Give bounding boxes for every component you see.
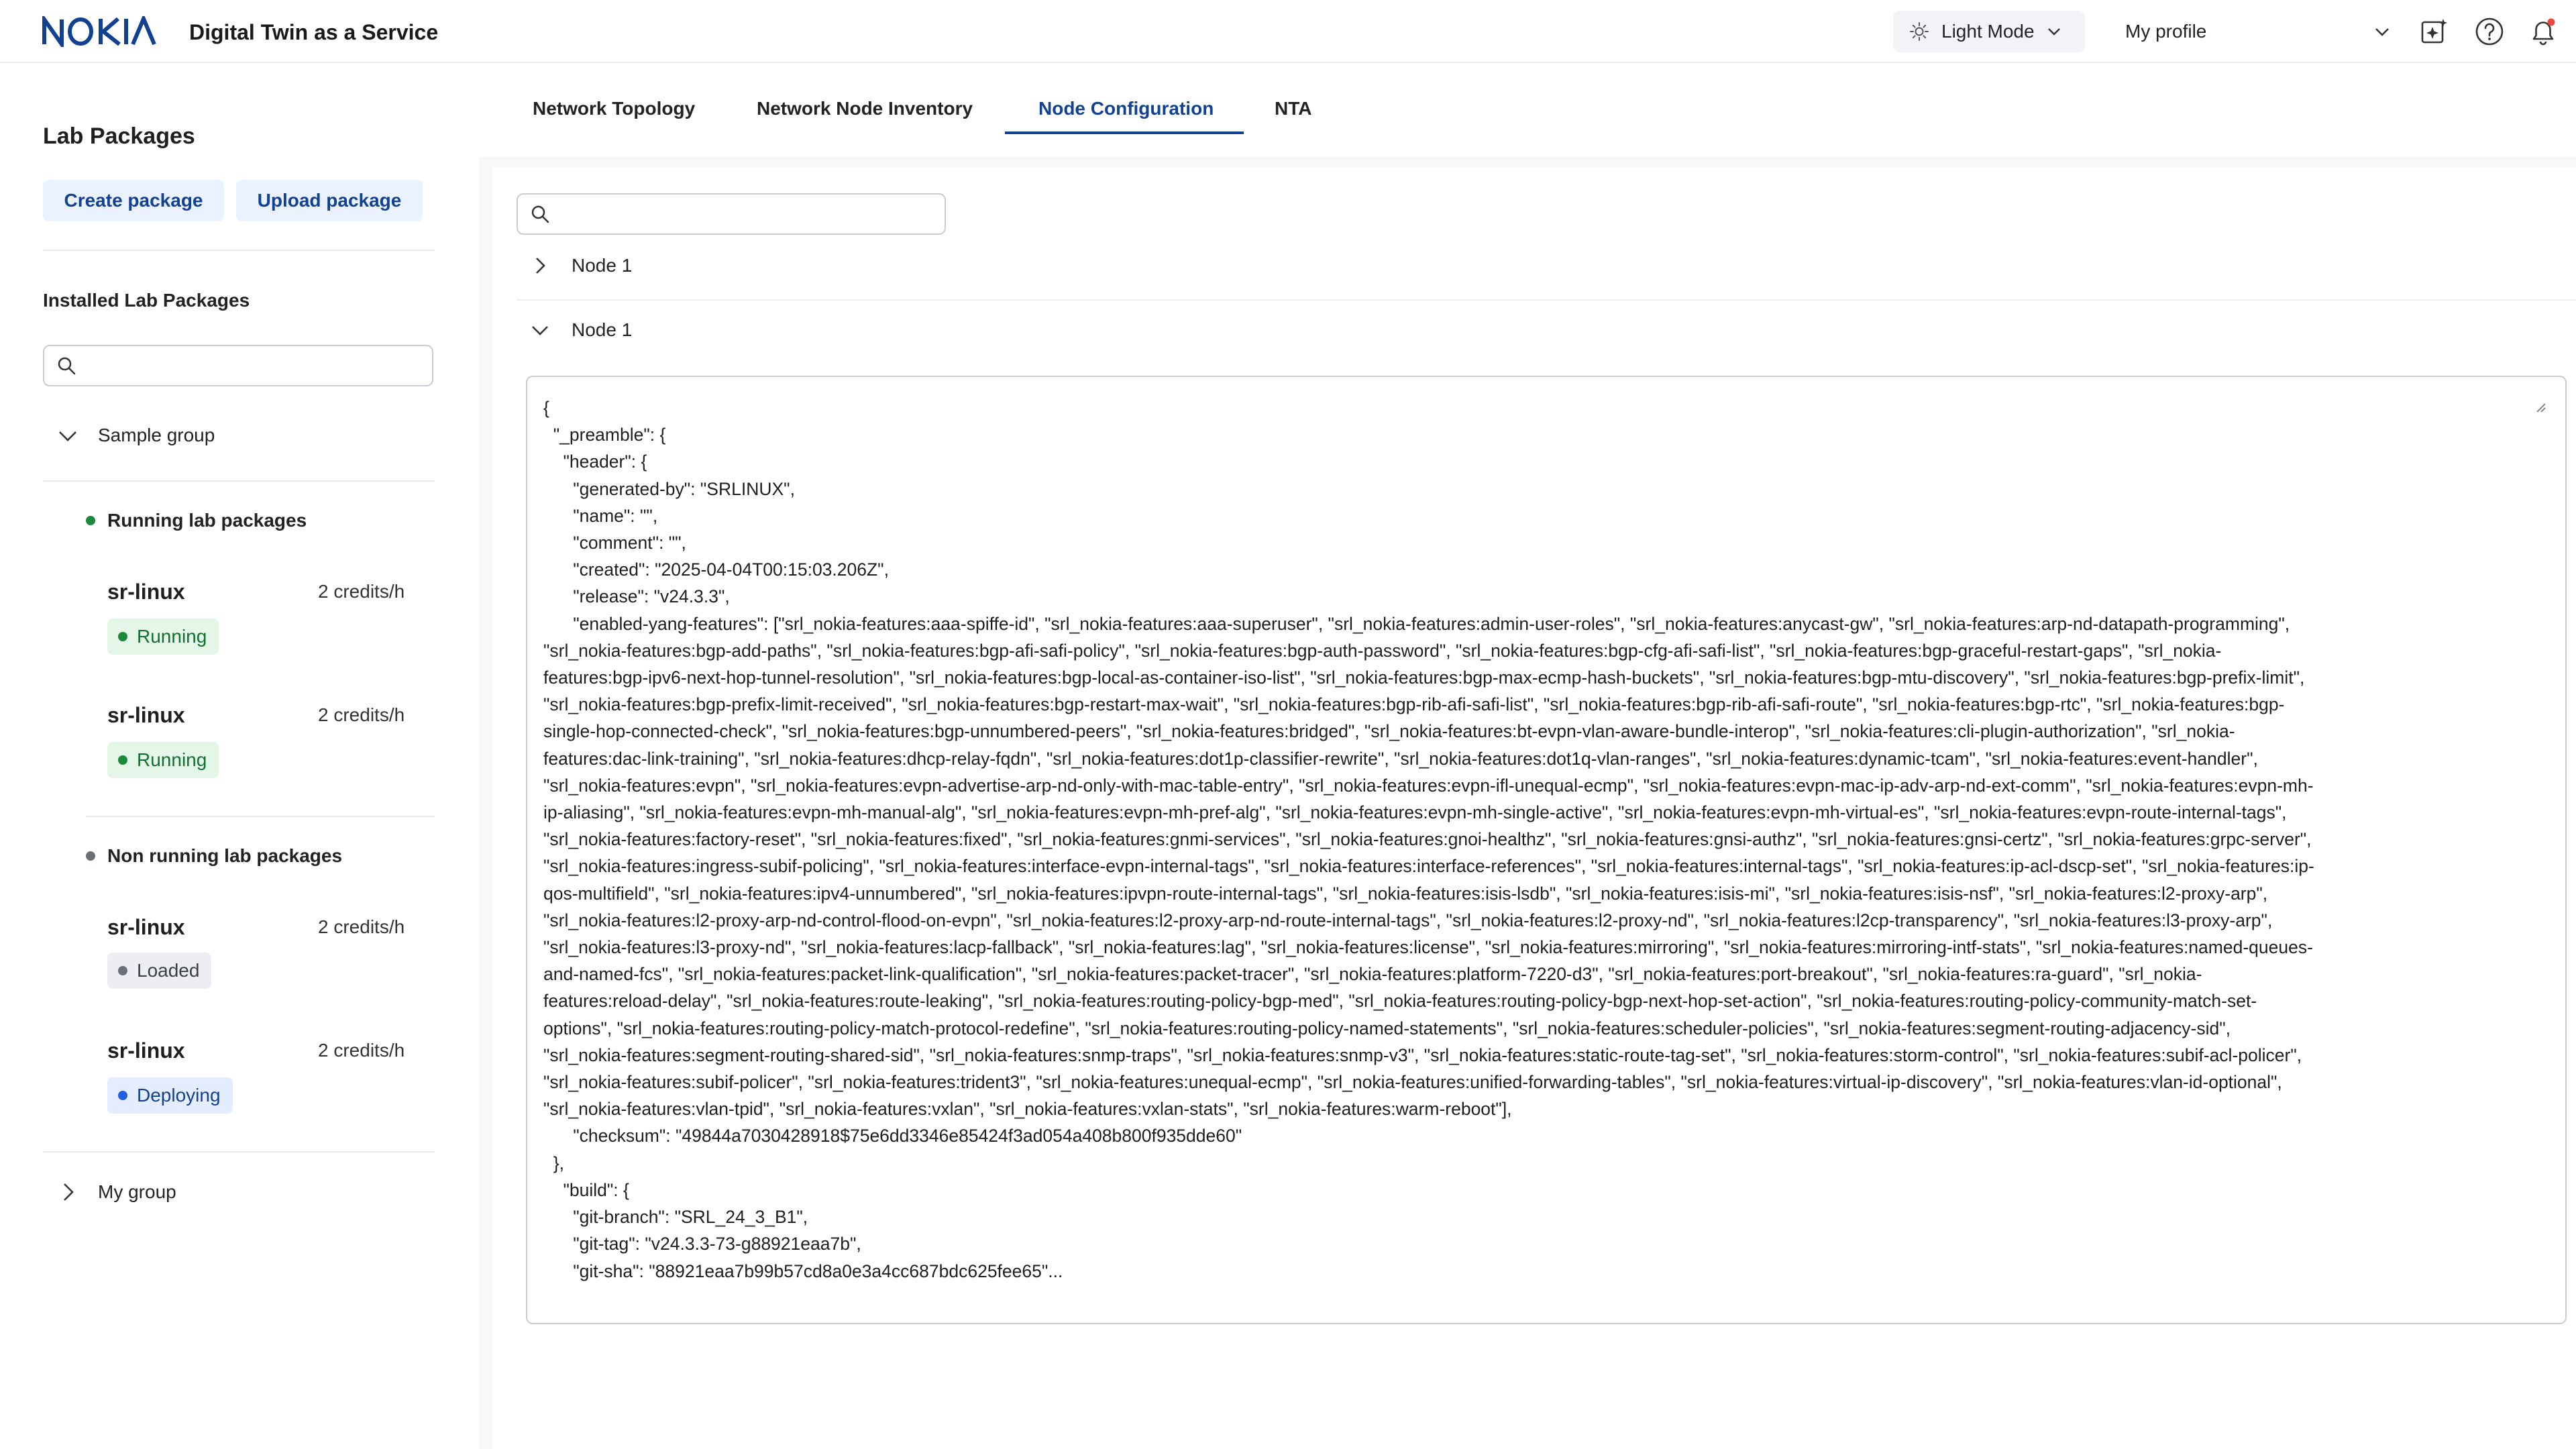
package-name[interactable]: sr-linux — [107, 1038, 185, 1063]
status-dot — [118, 1091, 127, 1100]
status-label: Deploying — [137, 1085, 221, 1106]
light-mode-label: Light Mode — [1941, 21, 2035, 42]
status-label: Running — [137, 626, 207, 647]
notification-bell-icon[interactable] — [2528, 16, 2559, 47]
divider — [43, 250, 435, 251]
chevron-down-icon — [530, 320, 550, 340]
status-label: Running — [137, 749, 207, 770]
status-label: Loaded — [137, 960, 200, 981]
resize-handle-icon[interactable] — [2533, 400, 2546, 413]
node-label: Node 1 — [572, 319, 633, 340]
package-name[interactable]: sr-linux — [107, 703, 185, 727]
chevron-right-icon — [530, 256, 550, 276]
light-mode-toggle[interactable] — [1893, 11, 2085, 52]
app-title: Digital Twin as a Service — [189, 20, 439, 44]
section-label: Running lab packages — [107, 510, 307, 531]
non-running-packages-heading — [86, 845, 342, 867]
profile-dropdown[interactable] — [2125, 11, 2391, 52]
status-dot — [118, 755, 127, 765]
package-name[interactable]: sr-linux — [107, 915, 185, 939]
top-header — [0, 0, 2576, 63]
group-my-group[interactable] — [56, 1181, 176, 1203]
help-icon[interactable] — [2474, 16, 2505, 47]
sun-icon — [1909, 21, 1929, 42]
active-tab-indicator — [1005, 131, 1244, 134]
tab-network-node-inventory[interactable]: Network Node Inventory — [757, 98, 973, 119]
node-row-expanded[interactable] — [530, 319, 632, 341]
profile-label: My profile — [2125, 21, 2207, 42]
group-sample[interactable] — [56, 424, 215, 447]
tab-node-configuration[interactable]: Node Configuration — [1038, 98, 1214, 119]
lab-packages-sidebar — [0, 63, 479, 1449]
non-running-status-dot — [86, 851, 95, 861]
notification-badge — [2548, 19, 2555, 26]
config-json-editor[interactable] — [526, 376, 2567, 1324]
running-packages-heading — [86, 510, 307, 531]
chevron-right-icon — [56, 1181, 79, 1203]
upload-package-button[interactable]: Upload package — [236, 180, 423, 221]
status-badge — [107, 619, 219, 655]
running-status-dot — [86, 516, 95, 525]
search-icon — [56, 356, 76, 376]
chevron-down-icon — [56, 424, 79, 447]
divider — [43, 480, 435, 482]
status-dot — [118, 966, 127, 975]
sidebar-title: Lab Packages — [43, 123, 195, 149]
status-badge — [107, 1077, 233, 1114]
tab-bar — [479, 63, 2576, 157]
status-dot — [118, 632, 127, 641]
divider — [86, 816, 435, 817]
divider — [43, 1151, 435, 1152]
package-credits: 2 credits/h — [318, 916, 405, 937]
package-search-input[interactable] — [43, 345, 433, 386]
package-credits: 2 credits/h — [318, 1040, 405, 1061]
nokia-logo[interactable] — [42, 16, 157, 47]
tab-network-topology[interactable]: Network Topology — [533, 98, 696, 119]
status-badge — [107, 742, 219, 778]
create-package-button[interactable]: Create package — [43, 180, 224, 221]
package-credits: 2 credits/h — [318, 704, 405, 725]
chevron-down-icon — [2373, 23, 2391, 40]
node-label: Node 1 — [572, 255, 633, 276]
package-credits: 2 credits/h — [318, 581, 405, 602]
sparkle-icon[interactable] — [2419, 16, 2450, 47]
config-json-text[interactable]: { "_preamble": { "header": { "generated-by": "SRLINUX", "name": "", "comment": "", "created": "2025-04-04T00:15:03.206Z", "release": "v24.3.3", "enabled-yang-features": ["srl_nokia-features:aaa-spiffe-id", "srl_nokia-features:aaa-superuser", "srl_nokia-features:admin-user-roles", "srl_nokia-features:anycast-gw", "srl_nokia-features:arp-nd-datapath-programming", "srl_nokia-features:bgp-add-paths", "srl_nokia-features:bgp-afi-safi-policy", "srl_nokia-features:bgp-auth-password", "srl_nokia-features:bgp-cfg-afi-safi-list", "srl_nokia-features:bgp-graceful-restart-gaps", "srl_nokia- features:bgp-ipv6-next-hop-tunnel-resolution", "srl_nokia-features:bgp-local-as-container-iso-list", "srl_nokia-features:bgp-max-ecmp-hash-buckets", "srl_nokia-features:bgp-mtu-discovery", "srl_nokia-features:bgp-prefix-limit", "srl_nokia-features:bgp-prefix-limit-received", "srl_nokia-features:bgp-restart-max-wait", "srl_nokia-features:bgp-rib-afi-safi-list", "srl_nokia-features:bgp-rib-afi-safi-route", "srl_nokia-features:bgp-rtc", "srl_nokia-features:bgp- single-hop-connected-check", "srl_nokia-features:bgp-unnumbered-peers", "srl_nokia-features:bridged", "srl_nokia-features:bt-evpn-vlan-aware-bundle-interop", "srl_nokia-features:cli-plugin-authorization", "srl_nokia- features:dac-link-training", "srl_nokia-features:dhcp-relay-fqdn", "srl_nokia-features:dot1p-classifier-rewrite", "srl_nokia-features:dot1q-vlan-ranges", "srl_nokia-features:dynamic-tcam", "srl_nokia-features:event-handler", "srl_nokia-features:evpn", "srl_nokia-features:evpn-advertise-arp-nd-only-with-mac-table-entry", "srl_nokia-features:evpn-ifl-unequal-ecmp", "srl_nokia-features:evpn-mac-ip-adv-arp-nd-ext-comm", "srl_nokia-features:evpn-mh- ip-aliasing", "srl_nokia-features:evpn-mh-manual-alg", "srl_nokia-features:evpn-mh-pref-alg", "srl_nokia-features:evpn-mh-single-active", "srl_nokia-features:evpn-mh-virtual-es", "srl_nokia-features:evpn-route-internal-tags", "srl_nokia-features:factory-reset", "srl_nokia-features:fixed", "srl_nokia-features:gnmi-services", "srl_nokia-features:gnoi-healthz", "srl_nokia-features:gnsi-authz", "srl_nokia-features:gnsi-certz", "srl_nokia-features:grpc-server", "srl_nokia-features:ingress-subif-policing", "srl_nokia-features:interface-evpn-internal-tags", "srl_nokia-features:interface-references", "srl_nokia-features:internal-tags", "srl_nokia-features:ip-acl-dscp-set", "srl_nokia-features:ip- qos-multifield", "srl_nokia-features:ipv4-unnumbered", "srl_nokia-features:ipvpn-route-internal-tags", "srl_nokia-features:isis-lsdb", "srl_nokia-features:isis-mi", "srl_nokia-features:isis-nsf", "srl_nokia-features:l2-proxy-arp", "srl_nokia-features:l2-proxy-arp-nd-control-flood-on-evpn", "srl_nokia-features:l2-proxy-arp-nd-route-internal-tags", "srl_nokia-features:l2-proxy-nd", "srl_nokia-features:l2cp-transparency", "srl_nokia-features:l3-proxy-arp", "srl_nokia-features:l3-proxy-nd", "srl_nokia-features:lacp-fallback", "srl_nokia-features:lag", "srl_nokia-features:license", "srl_nokia-features:mirroring", "srl_nokia-features:mirroring-intf-stats", "srl_nokia-features:named-queues- and-named-fcs", "srl_nokia-features:packet-link-qualification", "srl_nokia-features:packet-tracer", "srl_nokia-features:platform-7220-d3", "srl_nokia-features:port-breakout", "srl_nokia-features:ra-guard", "srl_nokia- features:reload-delay", "srl_nokia-features:route-leaking", "srl_nokia-features:routing-policy-bgp-med", "srl_nokia-features:routing-policy-bgp-next-hop-set-action", "srl_nokia-features:routing-policy-community-match-set- options", "srl_nokia-features:routing-policy-match-protocol-redefine", "srl_nokia-features:routing-policy-named-statements", "srl_nokia-features:scheduler-policies", "srl_nokia-features:segment-routing-adjacency-sid", "srl_nokia-features:segment-routing-shared-sid", "srl_nokia-features:snmp-traps", "srl_nokia-features:snmp-v3", "srl_nokia-features:static-route-tag-set", "srl_nokia-features:storm-control", "srl_nokia-features:subif-acl-policer", "srl_nokia-features:subif-policer", "srl_nokia-features:trident3", "srl_nokia-features:unequal-ecmp", "srl_nokia-features:unified-forwarding-tables", "srl_nokia-features:virtual-ip-discovery", "srl_nokia-features:vlan-id-optional", "srl_nokia-features:vlan-tpid", "srl_nokia-features:vxlan", "srl_nokia-features:vxlan-stats", "srl_nokia-features:warm-reboot"], "checksum": "49844a7030428918$75e6dd3346e85424f3ad054a408b800f935dde60" }, "build": { "git-branch": "SRL_24_3_B1", "git-tag": "v24.3.3-73-g88921eaa7b", "git-sha": "88921eaa7b99b57cd8a0e3a4cc687bdc625fee65"... — [543, 398, 2314, 1281]
section-label: Non running lab packages — [107, 845, 343, 866]
group-label: My group — [98, 1181, 176, 1202]
package-name[interactable]: sr-linux — [107, 580, 185, 604]
group-label: Sample group — [98, 425, 215, 445]
installed-packages-title: Installed Lab Packages — [43, 290, 250, 311]
search-icon — [530, 204, 550, 224]
node-search-input[interactable] — [517, 193, 946, 235]
chevron-down-icon — [2047, 24, 2061, 39]
node-row-collapsed[interactable] — [530, 255, 632, 276]
status-badge — [107, 953, 211, 989]
tab-nta[interactable]: NTA — [1275, 98, 1312, 119]
divider — [517, 299, 2576, 301]
